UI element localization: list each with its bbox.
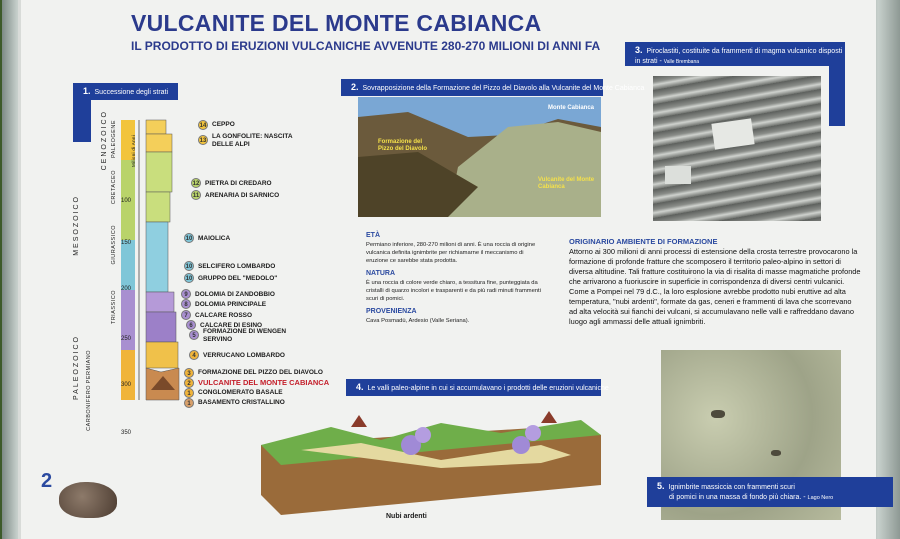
layer-badge: 4 xyxy=(189,350,199,360)
panel-2-caption: Sovrapposizione della Formazione del Pizzo del Diavolo alla Vulcanite del Monte Cabianca xyxy=(362,85,645,92)
monte-cabianca-photo xyxy=(358,97,601,217)
panel-3-location: Valle Brembana xyxy=(663,59,700,65)
panel-1-number: 1. xyxy=(83,86,91,96)
rock-fragment xyxy=(665,166,691,184)
layer-badge: 10 xyxy=(184,261,194,271)
natura-text: È una roccia di colore verde chiaro, a tessitura fine, punteggiata da cristalli di quarzo incolori e trasparenti e da più radi minuti frammenti scuri di pomici. xyxy=(366,280,541,302)
layer-badge: 14 xyxy=(198,120,208,130)
period-cretaceo: CRETACEO xyxy=(111,170,117,205)
layer-label: MAIOLICA xyxy=(198,235,231,242)
eta-text: Permiano inferiore, 280-270 milioni di anni. È una roccia di origine vulcanica definita ignimbrite per richiamarne il meccanismo di eruzione ce sarebbe stata prodotta. xyxy=(366,242,536,264)
pumice-fragment xyxy=(711,410,725,418)
layer-label: PIETRA DI CREDARO xyxy=(205,180,272,187)
layer-badge: 12 xyxy=(191,178,201,188)
provenienza-text: Cava Posmadù, Ardesio (Valle Seriana). xyxy=(366,318,470,324)
layer-label: CALCARE ROSSO xyxy=(195,312,253,319)
tick-350: 350 xyxy=(121,430,132,436)
layer-badge: 13 xyxy=(198,135,208,145)
layer-badge: 6 xyxy=(186,320,196,330)
layer-badge: 7 xyxy=(181,310,191,320)
photo-label-vulcanite: Vulcanite del Monte Cabianca xyxy=(538,177,595,190)
rock-sample-image xyxy=(59,482,117,518)
panel-5-number: 5. xyxy=(657,481,665,491)
board-title: VULCANITE DEL MONTE CABIANCA xyxy=(131,10,542,36)
pumice-fragment xyxy=(771,450,781,456)
layer-badge: 5 xyxy=(189,330,199,340)
period-permiano: PERMIANO xyxy=(86,350,92,384)
photo-label-monte-cabianca: Monte Cabianca xyxy=(548,105,595,111)
layer-label: VERRUCANO LOMBARDO xyxy=(203,352,285,359)
natura-heading: NATURA xyxy=(366,270,396,277)
layer-badge: 1 xyxy=(184,398,194,408)
layer-badge: 1 xyxy=(184,388,194,398)
layer-label-highlight: VULCANITE DEL MONTE CABIANCA xyxy=(198,378,330,387)
origin-text: Attorno ai 300 milioni di anni processi di estensione della crosta terrestre provocarono la formazione di profonde fratture che scomposero il territorio paleo-alpino in settori di diversa altitudine. Tali fratture costituirono la via di risalita di masse magmatiche profonde che arrivarono a fuoriuscire in superficie in corrispondenza di diversi centri vulcanici. Come a Pompei nel 79 d.C., la loro esplosione avrebbe prodotto nubi eruttive ad alta temperatura, "nubi ardenti", formate da gas, ceneri e frammenti di lava che scorrevano ad alta velocità sui fianchi dei vulcani, si accumulavano nelle valli e raffreddano davano luogo agli ammassi delle attuali ignimbriti. xyxy=(569,247,861,326)
photo-label-pizzo-diavolo: Formazione del Pizzo del Diavolo xyxy=(378,139,428,152)
period-triassico: TRIASSICO xyxy=(111,290,117,325)
layer-label: FORMAZIONE DEL PIZZO DEL DIAVOLO xyxy=(198,369,323,376)
era-mesozoico: MESOZOICO xyxy=(73,195,80,256)
layer-badge: 8 xyxy=(181,299,191,309)
rock-fragment xyxy=(711,118,754,149)
axis-label: Milioni di Anni xyxy=(131,135,136,168)
layer-label: DOLOMIA DI ZANDOBBIO xyxy=(195,291,275,298)
period-paleogene: PALEOGENE xyxy=(111,120,117,159)
panel-1-accent xyxy=(73,100,91,142)
layer-label: BASAMENTO CRISTALLINO xyxy=(198,399,285,406)
layer-badge: 10 xyxy=(184,273,194,283)
page-number: 2 xyxy=(41,470,53,492)
panel-1-caption-bar xyxy=(73,83,178,100)
piroclastiti-photo xyxy=(653,76,821,221)
layer-label: FORMAZIONE DI WENGEN SERVINO xyxy=(203,328,287,343)
panel-4-caption-bar xyxy=(346,379,609,396)
layer-badge: 11 xyxy=(191,190,201,200)
panel-5-caption-bar: 5. Ignimbrite massiccia con frammenti scuri di pomici in una massa di fondo più chiara. - Lago Nero xyxy=(647,477,893,507)
layer-label: LA GONFOLITE: NASCITA DELLE ALPI xyxy=(212,133,293,148)
tick-100: 100 xyxy=(121,198,132,204)
tick-300: 300 xyxy=(121,382,132,388)
paleo-valley-diagram xyxy=(241,405,611,525)
panel-3-number: 3. xyxy=(635,45,643,55)
panel-5-location: Lago Nero xyxy=(807,495,834,501)
panel-3-accent xyxy=(829,66,845,126)
panel-2-caption-bar xyxy=(341,79,645,96)
period-carbonifero: CARBONIFERO xyxy=(86,385,92,431)
layer-label: CALCARE DI ESINO xyxy=(200,322,263,329)
layer-badge: 9 xyxy=(181,289,191,299)
panel-3-caption: Piroclastiti, costituite da frammenti di magma vulcanico disposti in strati xyxy=(635,48,843,65)
layer-label: GRUPPO DEL "MEDOLO" xyxy=(198,275,278,282)
layer-label: ARENARIA DI SARNICO xyxy=(205,192,280,199)
era-cenozoico: CENOZOICO xyxy=(101,110,108,171)
panel-2-number: 2. xyxy=(351,82,359,92)
board-subtitle: IL PRODOTTO DI ERUZIONI VULCANICHE AVVENUTE 280-270 MILIONI DI ANNI FA xyxy=(131,39,601,53)
tick-200: 200 xyxy=(121,286,132,292)
panel-4-caption: Le valli paleo-alpine in cui si accumulavano i prodotti delle eruzioni vulcaniche xyxy=(367,385,609,392)
layer-label: CEPPO xyxy=(212,121,235,128)
panel-1-caption: Successione degli strati xyxy=(94,89,169,96)
tick-250: 250 xyxy=(121,336,132,342)
period-giurassico: GIURASSICO xyxy=(111,225,117,265)
provenienza-heading: PROVENIENZA xyxy=(366,308,417,315)
panel-5-caption-line1: Ignimbrite massiccia con frammenti scuri xyxy=(668,484,795,491)
information-board xyxy=(18,0,876,539)
panel-4-number: 4. xyxy=(356,382,364,392)
layer-badge: 3 xyxy=(184,368,194,378)
layer-label: CONGLOMERATO BASALE xyxy=(198,389,283,396)
layer-badge: 2 xyxy=(184,378,194,388)
nubi-ardenti-label: Nubi ardenti xyxy=(386,513,427,520)
origin-heading: ORIGINARIO AMBIENTE DI FORMAZIONE xyxy=(569,237,718,246)
tick-150: 150 xyxy=(121,240,132,246)
layer-label: DOLOMIA PRINCIPALE xyxy=(195,301,267,308)
panel-3-caption-bar: 3. Piroclastiti, costituite da frammenti di magma vulcanico disposti in strati - Valle Brembana xyxy=(625,42,845,66)
eta-heading: ETÀ xyxy=(366,232,380,239)
layer-label: SELCIFERO LOMBARDO xyxy=(198,263,276,270)
layer-badge: 10 xyxy=(184,233,194,243)
era-paleozoico: PALEOZOICO xyxy=(73,335,80,400)
panel-5-caption-line2: di pomici in una massa di fondo più chiara. xyxy=(669,494,802,501)
